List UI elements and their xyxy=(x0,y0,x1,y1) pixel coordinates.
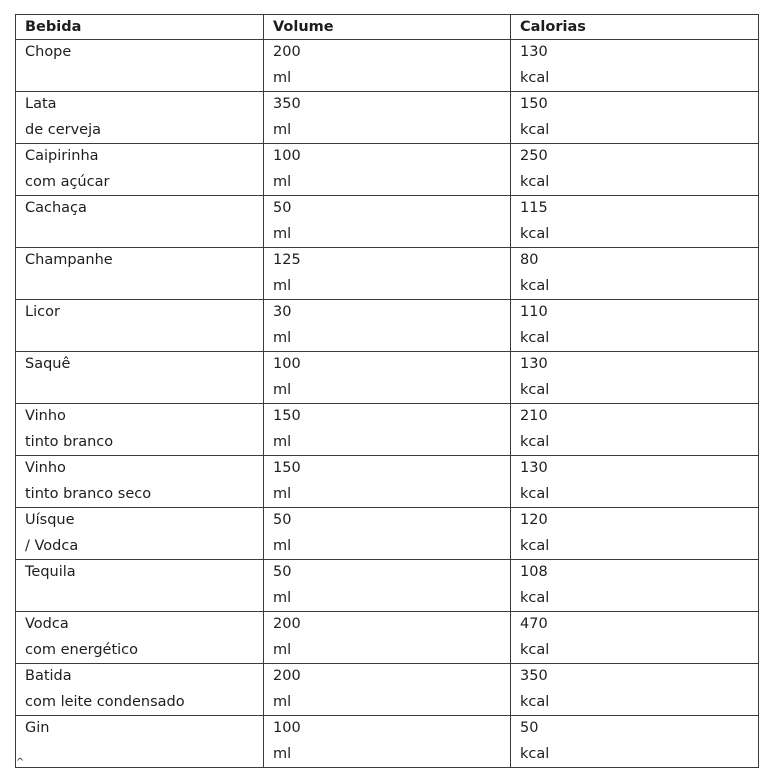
volume-cell xyxy=(264,612,511,664)
calories-line: kcal xyxy=(520,589,550,606)
table-row xyxy=(16,248,759,300)
volume-line: ml xyxy=(273,485,292,502)
table-row xyxy=(16,92,759,144)
volume-line: ml xyxy=(273,641,292,658)
table-row xyxy=(16,144,759,196)
beverage-calorie-table xyxy=(15,14,759,768)
calories-cell xyxy=(511,300,759,352)
volume-cell xyxy=(264,352,511,404)
beverage-name-line: Vodca xyxy=(25,616,69,632)
table-row xyxy=(16,560,759,612)
beverage-name-line: Vinho xyxy=(25,460,66,476)
calories-line: 120 xyxy=(520,512,548,528)
beverage-name-cell xyxy=(16,508,264,560)
volume-line: 200 xyxy=(273,668,301,684)
volume-line: ml xyxy=(273,433,292,450)
beverage-name-cell xyxy=(16,716,264,768)
volume-cell xyxy=(264,300,511,352)
beverage-name-line: Vinho xyxy=(25,408,66,424)
calories-line: 80 xyxy=(520,252,539,268)
volume-line: 50 xyxy=(273,564,292,580)
beverage-name-line: com açúcar xyxy=(25,173,110,190)
table-row xyxy=(16,352,759,404)
volume-line: 125 xyxy=(273,252,301,268)
calories-line: kcal xyxy=(520,381,550,398)
volume-cell xyxy=(264,40,511,92)
header-bebida: Bebida xyxy=(16,15,264,40)
beverage-calorie-table-container xyxy=(15,14,758,768)
beverage-name-line: de cerveja xyxy=(25,121,102,138)
volume-line: ml xyxy=(273,329,292,346)
beverage-name-line: Batida xyxy=(25,668,72,684)
beverage-name-cell xyxy=(16,404,264,456)
volume-line: 50 xyxy=(273,200,292,216)
calories-line: kcal xyxy=(520,121,550,138)
beverage-name-cell xyxy=(16,300,264,352)
table-row xyxy=(16,456,759,508)
beverage-name-line: com leite condensado xyxy=(25,693,185,710)
calories-line: 110 xyxy=(520,304,548,320)
beverage-name-cell xyxy=(16,352,264,404)
volume-cell xyxy=(264,456,511,508)
table-row xyxy=(16,612,759,664)
calories-line: 470 xyxy=(520,616,548,632)
calories-line: kcal xyxy=(520,745,550,762)
volume-cell xyxy=(264,404,511,456)
volume-cell xyxy=(264,560,511,612)
table-header-row xyxy=(16,15,759,40)
calories-cell xyxy=(511,40,759,92)
calories-line: kcal xyxy=(520,329,550,346)
volume-line: ml xyxy=(273,173,292,190)
calories-cell xyxy=(511,144,759,196)
calories-cell xyxy=(511,248,759,300)
calories-line: kcal xyxy=(520,641,550,658)
table-row xyxy=(16,300,759,352)
beverage-name-cell xyxy=(16,248,264,300)
volume-line: ml xyxy=(273,121,292,138)
calories-line: kcal xyxy=(520,537,550,554)
beverage-name-line: Saquê xyxy=(25,356,71,372)
volume-cell xyxy=(264,92,511,144)
volume-cell xyxy=(264,248,511,300)
beverage-name-cell xyxy=(16,92,264,144)
calories-cell xyxy=(511,404,759,456)
calories-line: kcal xyxy=(520,693,550,710)
calories-line: 250 xyxy=(520,148,548,164)
volume-line: 100 xyxy=(273,720,301,736)
volume-line: ml xyxy=(273,277,292,294)
calories-line: kcal xyxy=(520,225,550,242)
footer-mark: ^ xyxy=(16,757,25,768)
volume-line: ml xyxy=(273,693,292,710)
volume-line: 150 xyxy=(273,408,301,424)
volume-line: 200 xyxy=(273,44,301,60)
beverage-name-line: Tequila xyxy=(25,564,76,580)
calories-cell xyxy=(511,456,759,508)
beverage-name-cell xyxy=(16,144,264,196)
beverage-name-line: Caipirinha xyxy=(25,148,99,164)
table-row xyxy=(16,196,759,248)
volume-line: ml xyxy=(273,225,292,242)
beverage-name-line: Licor xyxy=(25,304,60,320)
volume-line: ml xyxy=(273,589,292,606)
beverage-name-cell xyxy=(16,40,264,92)
calories-cell xyxy=(511,664,759,716)
calories-line: kcal xyxy=(520,433,550,450)
calories-line: 350 xyxy=(520,668,548,684)
calories-cell xyxy=(511,612,759,664)
calories-cell xyxy=(511,508,759,560)
volume-cell xyxy=(264,664,511,716)
beverage-name-line: Champanhe xyxy=(25,252,113,268)
calories-cell xyxy=(511,716,759,768)
beverage-name-line: com energético xyxy=(25,641,138,658)
calories-cell xyxy=(511,560,759,612)
calories-line: kcal xyxy=(520,277,550,294)
calories-cell xyxy=(511,196,759,248)
volume-line: ml xyxy=(273,69,292,86)
beverage-name-line: / Vodca xyxy=(25,537,79,554)
calories-line: 50 xyxy=(520,720,539,736)
table-row xyxy=(16,508,759,560)
calories-line: 115 xyxy=(520,200,548,216)
volume-cell xyxy=(264,144,511,196)
beverage-name-cell xyxy=(16,560,264,612)
volume-line: 350 xyxy=(273,96,301,112)
volume-cell xyxy=(264,196,511,248)
table-row xyxy=(16,664,759,716)
table-body xyxy=(16,40,759,768)
volume-line: ml xyxy=(273,381,292,398)
beverage-name-line: Cachaça xyxy=(25,200,87,216)
table-row xyxy=(16,404,759,456)
beverage-name-line: Chope xyxy=(25,44,72,60)
header-volume: Volume xyxy=(264,15,511,40)
beverage-name-line: Gin xyxy=(25,720,50,736)
beverage-name-line: tinto branco xyxy=(25,433,114,450)
volume-line: ml xyxy=(273,537,292,554)
calories-line: 130 xyxy=(520,356,548,372)
calories-line: 130 xyxy=(520,44,548,60)
volume-cell xyxy=(264,716,511,768)
beverage-name-line: tinto branco seco xyxy=(25,485,152,502)
volume-line: 50 xyxy=(273,512,292,528)
volume-line: 30 xyxy=(273,304,292,320)
volume-line: 100 xyxy=(273,356,301,372)
calories-line: 210 xyxy=(520,408,548,424)
beverage-name-cell xyxy=(16,196,264,248)
beverage-name-cell xyxy=(16,612,264,664)
table-row xyxy=(16,716,759,768)
volume-line: ml xyxy=(273,745,292,762)
header-calorias: Calorias xyxy=(511,15,759,40)
calories-line: 130 xyxy=(520,460,548,476)
beverage-name-line: Uísque xyxy=(25,512,75,528)
beverage-name-cell xyxy=(16,456,264,508)
calories-line: kcal xyxy=(520,69,550,86)
table-row xyxy=(16,40,759,92)
calories-line: 150 xyxy=(520,96,548,112)
beverage-name-cell xyxy=(16,664,264,716)
calories-cell xyxy=(511,92,759,144)
volume-line: 100 xyxy=(273,148,301,164)
volume-cell xyxy=(264,508,511,560)
calories-line: kcal xyxy=(520,485,550,502)
calories-line: kcal xyxy=(520,173,550,190)
calories-cell xyxy=(511,352,759,404)
volume-line: 200 xyxy=(273,616,301,632)
calories-line: 108 xyxy=(520,564,548,580)
beverage-name-line: Lata xyxy=(25,96,57,112)
volume-line: 150 xyxy=(273,460,301,476)
